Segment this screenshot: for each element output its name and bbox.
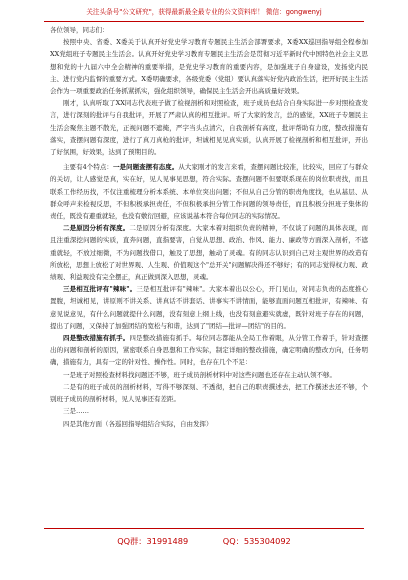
paragraph-point-4 — [50, 332, 368, 369]
header-banner: 关注头条号"公文研究"，获得最新最全最专业的公文资料库！ 微信：gongwenyj — [86, 8, 322, 16]
emphasis-point-2: 二是原因分析有深度。 — [63, 224, 130, 233]
paragraph-point-3 — [50, 283, 368, 332]
paragraph-point-1 — [50, 161, 368, 222]
paragraph-overview: 刚才，认真听取了XX同志代表班子做了检视剖析和对照检查，班子成员也结合自身实际进一步对照检查发言，进行深刻的批评与自我批评，开展了严肃认真的相互批评。听了大家的发言，总的感觉，XX班子专题民主生活会聚焦主题不散光，正视问题不遮掩，严字当头点清穴，自我剖析有高度，批评帮助有力度，整改措施有落实，查摆问题有深度，进行了真刀真枪的批评，坦诚相见见真实质，认真开展了检视剖析和相互批评，开出了好氛围，好效果，达到了预期目的。 — [50, 99, 368, 157]
header-divider — [44, 21, 364, 22]
document-body — [50, 24, 368, 430]
paragraph-point-4-text: 四是整改措施有抓手。每位同志都能从全局工作着眼，从分管工作着手，针对查摆出的问题和剖析的原因，紧密联系自身思想和工作实际，制定详细的整改措施，确定明确的整改方向，任务明确，措施有力，具有一定的针对性、操作性。同时，也存在几个不足： — [50, 334, 369, 367]
paragraph-point-1-text: 主要有4个特点：一是问题查摆有态度。从大家刚才的发言来看，查摆问题比较准，比较实，回应了与群众的关切，让人感觉是真，实在好，见人见事见思想，符合实际。查摆问题不但要联系现在的岗位职责找，而且联系工作经历找，不仅注重梳理分析本系统、本单位突出问题；不但从自己分管的职责角度找，也从基层、从群众呼声来检视反思，不但积极承担责任，不但积极承担分管工作问题的领导责任，而且积极分担班子集体的责任，既没有避重就轻，也没有敷衍回避，应该说基本符合每位同志的实际情况。 — [50, 163, 369, 221]
paragraph-shortcoming-2: 二是有的班子成员的剖析材料，写得不够深刻、不透彻，把自己的职责撰述去，把工作撰述去还不够，个别班子成员的剖析材料，见人见事还有差距。 — [50, 382, 368, 404]
emphasis-point-3: 三是相互批评有"辣味"。 — [63, 285, 137, 294]
greeting: 各位领导，同志们： — [50, 26, 109, 34]
footer-qq: QQ：535304092 — [222, 536, 291, 546]
emphasis-point-4: 四是整改措施有抓手。 — [63, 334, 130, 343]
emphasis-point-1: 一是问题查摆有态度。 — [112, 163, 179, 172]
footer-qq-group: QQ群：31991489 — [117, 536, 189, 546]
paragraph-point-2-text: 二是原因分析有深度。大家本着对组织负责的精神，不仅谈了问题的具体表现，而且注重深挖问题的实质，直奔问题，直指要害，自觉从思想、政治、作风、能力、廉政等方面深入剖析，不遮重就轻，不放过细微，不为问题找借口，触及了思想，触动了灵魂。有的同志认识到自己对主观世界的改造有所放松，思想上放松了对世界观、人生观、价值观这个"总开关"问题解决得还不够好；有的同志觉得权力观、政绩观、利益观没有完全摆正，真正做到深入思想，灵魂。 — [50, 224, 369, 282]
paragraph-shortcoming-4: 四是其他方面（各巡回指导组结合实际，自由发挥） — [63, 419, 213, 428]
paragraph-shortcoming-3: 三是…… — [63, 407, 89, 416]
paragraph-point-2 — [50, 222, 368, 283]
paragraph-shortcoming-1: 一是班子对照检查材料找问题还不够，班子成员剖析材料中对这些问题也还存在主动认领不够。 — [63, 370, 336, 379]
footer — [0, 534, 408, 548]
paragraph-point-3-text: 三是相互批评有"辣味"。大家本着出以公心，开门见山，对同志负责的态度推心置腹，坦诚相见，讲原则不讲关系、讲真话不讲套话、讲事实不讲情面，能够直面问题互相批评，有辣味、有意见说意见，有什么问题就提什么问题，没有刻意上纲上线，也没有刻意避实就虚，既针对班子存在的问题，提出了问题，又保持了加强团结的宽松与和谐，达到了"团结—批评—团结"的目的。 — [50, 285, 368, 330]
footer-divider — [44, 528, 364, 529]
paragraph-intro: 按照中央、省委、X委关于认真开好党史学习教育专题民主生活会部署要求，X委XX巡回指导组全程参加XX党组班子专题民主生活会。认真开好党史学习教育专题民主生活会是贯彻习近平新时代中国特色社会主义思想和党的十九届六中全会精神的重要举措，是党史学习教育的重要内容，是加强班子自身建设，发扬党内民主、进行党内监督的重要方式。X委明确要求，各级党委（党组）要认真落实好党内政治生活，把开好民主生活会作为一项重要政治任务抓紧抓实，强化组织领导，确保民主生活会开出高质量好效果。 — [50, 38, 368, 96]
